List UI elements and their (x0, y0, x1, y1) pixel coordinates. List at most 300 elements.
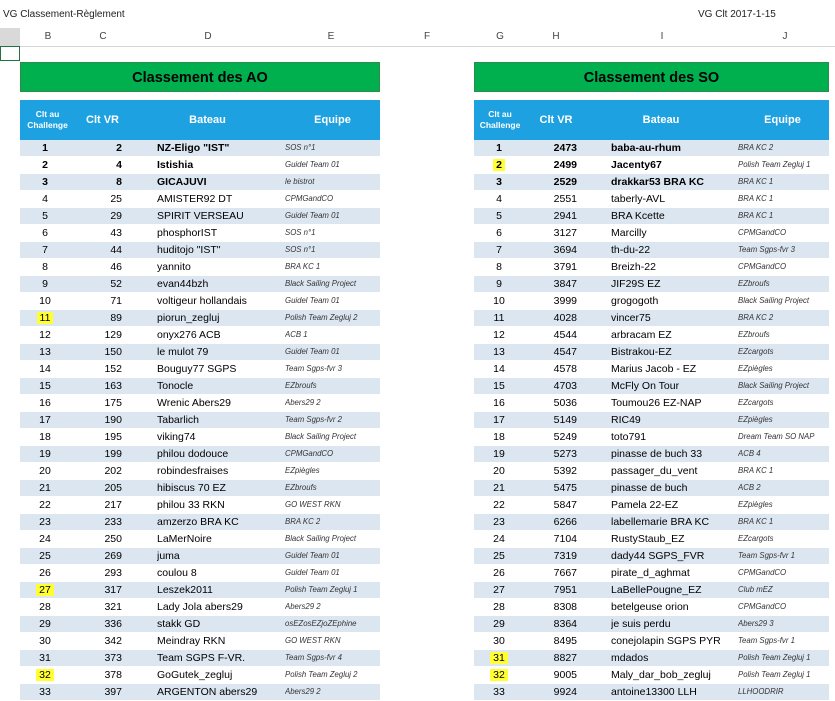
table-row[interactable] (20, 582, 380, 599)
table-row[interactable] (474, 395, 829, 412)
rank-cell[interactable] (474, 378, 524, 394)
rank-cell[interactable] (20, 293, 70, 309)
team-cell[interactable]: Polish Team Zegluj 1 (285, 585, 358, 594)
rank-cell[interactable] (20, 361, 70, 377)
team-cell[interactable]: SOS n°1 (285, 245, 316, 254)
table-row[interactable] (474, 497, 829, 514)
team-cell[interactable]: Polish Team Zegluj 2 (285, 313, 358, 322)
boat-cell[interactable]: yannito (157, 261, 191, 273)
boat-cell[interactable]: grogogoth (611, 295, 659, 307)
table-row[interactable] (20, 327, 380, 344)
column-header-g[interactable]: G (496, 31, 504, 42)
vr-cell[interactable]: 269 (104, 550, 122, 562)
table-row[interactable] (20, 395, 380, 412)
team-cell[interactable]: Guidel Team 01 (285, 211, 340, 220)
boat-cell[interactable]: labellemarie BRA KC (611, 516, 710, 528)
team-cell[interactable]: CPMGandCO (738, 228, 787, 237)
team-cell[interactable]: EZpiègles (738, 500, 773, 509)
column-header-h[interactable]: H (552, 31, 560, 42)
boat-cell[interactable]: th-du-22 (611, 244, 651, 256)
column-header-b[interactable]: B (44, 31, 52, 42)
team-cell[interactable]: CPMGandCO (285, 194, 334, 203)
vr-cell[interactable]: 152 (104, 363, 122, 375)
team-cell[interactable]: Club mEZ (738, 585, 773, 594)
boat-cell[interactable]: evan44bzh (157, 278, 209, 290)
table-row[interactable] (474, 191, 829, 208)
rank-cell[interactable] (20, 259, 70, 275)
vr-cell[interactable]: 129 (104, 329, 122, 341)
team-cell[interactable]: Guidel Team 01 (285, 347, 340, 356)
table-row[interactable] (474, 463, 829, 480)
column-header-e[interactable]: E (327, 31, 335, 42)
team-cell[interactable]: BRA KC 2 (738, 143, 774, 152)
boat-cell[interactable]: vincer75 (611, 312, 651, 324)
boat-cell[interactable]: LaBellePougne_EZ (611, 584, 702, 596)
vr-cell[interactable]: 8827 (553, 652, 577, 664)
rank-cell[interactable] (20, 242, 70, 258)
table-row[interactable] (474, 429, 829, 446)
table-row[interactable] (20, 429, 380, 446)
table-row[interactable] (474, 633, 829, 650)
team-cell[interactable]: GO WEST RKN (285, 636, 341, 645)
table-row[interactable] (20, 344, 380, 361)
table-row[interactable] (20, 650, 380, 667)
boat-cell[interactable]: amzerzo BRA KC (157, 516, 239, 528)
rank-cell[interactable] (474, 548, 524, 564)
team-cell[interactable]: EZbroufs (738, 279, 770, 288)
rank-cell[interactable] (474, 565, 524, 581)
team-cell[interactable]: Polish Team Zegluj 1 (738, 160, 811, 169)
rank-cell[interactable] (20, 395, 70, 411)
boat-cell[interactable]: AMISTER92 DT (157, 193, 233, 205)
boat-cell[interactable]: Jacenty67 (611, 159, 662, 171)
rank-cell[interactable] (20, 327, 70, 343)
rank-cell[interactable] (474, 191, 524, 207)
vr-cell[interactable]: 5273 (553, 448, 577, 460)
table-row[interactable] (474, 344, 829, 361)
table-row[interactable] (474, 293, 829, 310)
vr-cell[interactable]: 195 (104, 431, 122, 443)
table-row[interactable] (20, 310, 380, 327)
vr-cell[interactable]: 3791 (553, 261, 577, 273)
vr-cell[interactable]: 199 (104, 448, 122, 460)
rank-cell[interactable] (20, 191, 70, 207)
table-row[interactable] (20, 276, 380, 293)
vr-cell[interactable]: 43 (110, 227, 122, 239)
vr-cell[interactable]: 7667 (553, 567, 577, 579)
rank-cell[interactable] (474, 395, 524, 411)
team-cell[interactable]: BRA KC 2 (285, 517, 321, 526)
vr-cell[interactable]: 342 (104, 635, 122, 647)
rank-cell[interactable] (20, 497, 70, 513)
table-row[interactable] (474, 599, 829, 616)
team-cell[interactable]: CPMGandCO (738, 568, 787, 577)
team-cell[interactable]: Team Sgps-fvr 1 (738, 636, 795, 645)
vr-cell[interactable]: 336 (104, 618, 122, 630)
rank-cell[interactable] (474, 174, 524, 190)
table-row[interactable] (20, 378, 380, 395)
team-cell[interactable]: EZbroufs (285, 483, 317, 492)
table-row[interactable] (474, 667, 829, 684)
vr-cell[interactable]: 2941 (553, 210, 577, 222)
team-cell[interactable]: osEZosEZjoZEphine (285, 619, 357, 628)
team-cell[interactable]: Polish Team Zegluj 1 (738, 653, 811, 662)
team-cell[interactable]: le bistrot (285, 177, 315, 186)
rank-cell[interactable] (474, 667, 524, 683)
team-cell[interactable]: Black Sailing Project (285, 432, 357, 441)
boat-cell[interactable]: Marcilly (611, 227, 647, 239)
rank-cell[interactable] (474, 361, 524, 377)
rank-cell[interactable] (20, 480, 70, 496)
table-row[interactable] (474, 378, 829, 395)
boat-cell[interactable]: viking74 (157, 431, 196, 443)
column-header-i[interactable]: I (660, 31, 664, 42)
team-cell[interactable]: SOS n°1 (285, 228, 316, 237)
team-cell[interactable]: BRA KC 1 (738, 466, 774, 475)
active-cell[interactable] (0, 46, 20, 61)
rank-cell[interactable] (474, 650, 524, 666)
vr-cell[interactable]: 5392 (553, 465, 577, 477)
rank-cell[interactable] (474, 531, 524, 547)
vr-cell[interactable]: 4547 (553, 346, 577, 358)
boat-cell[interactable]: juma (157, 550, 180, 562)
boat-cell[interactable]: philou 33 RKN (157, 499, 225, 511)
table-row[interactable] (20, 616, 380, 633)
vr-cell[interactable]: 217 (104, 499, 122, 511)
vr-cell[interactable]: 2551 (553, 193, 577, 205)
boat-cell[interactable]: baba-au-rhum (611, 142, 682, 154)
rank-cell[interactable] (20, 582, 70, 598)
table-row[interactable] (20, 174, 380, 191)
rank-cell[interactable] (474, 463, 524, 479)
vr-cell[interactable]: 6266 (553, 516, 577, 528)
boat-cell[interactable]: robindesfraises (157, 465, 229, 477)
boat-cell[interactable]: onyx276 ACB (157, 329, 221, 341)
boat-cell[interactable]: coulou 8 (157, 567, 197, 579)
rank-cell[interactable] (20, 378, 70, 394)
boat-cell[interactable]: BRA Kcette (611, 210, 665, 222)
column-header-j[interactable]: J (782, 31, 788, 42)
boat-cell[interactable]: ARGENTON abers29 (157, 686, 258, 698)
rank-cell[interactable] (20, 667, 70, 683)
table-row[interactable] (474, 276, 829, 293)
boat-cell[interactable]: hibiscus 70 EZ (157, 482, 226, 494)
table-row[interactable] (474, 157, 829, 174)
vr-cell[interactable]: 3694 (553, 244, 577, 256)
vr-cell[interactable]: 3847 (553, 278, 577, 290)
rank-cell[interactable] (20, 565, 70, 581)
table-row[interactable] (20, 633, 380, 650)
vr-cell[interactable]: 2 (116, 142, 122, 154)
rank-cell[interactable] (474, 310, 524, 326)
table-row[interactable] (474, 310, 829, 327)
boat-cell[interactable]: antoine13300 LLH (611, 686, 697, 698)
vr-cell[interactable]: 8364 (553, 618, 577, 630)
vr-cell[interactable]: 4703 (553, 380, 577, 392)
boat-cell[interactable]: LaMerNoire (157, 533, 212, 545)
team-cell[interactable]: Abers29 2 (285, 602, 321, 611)
table-row[interactable] (20, 361, 380, 378)
boat-cell[interactable]: Meindray RKN (157, 635, 226, 647)
rank-cell[interactable] (20, 548, 70, 564)
team-cell[interactable]: ACB 4 (738, 449, 761, 458)
team-cell[interactable]: ACB 1 (285, 330, 308, 339)
table-row[interactable] (474, 650, 829, 667)
table-row[interactable] (474, 616, 829, 633)
team-cell[interactable]: BRA KC 1 (738, 177, 774, 186)
vr-cell[interactable]: 5847 (553, 499, 577, 511)
boat-cell[interactable]: piorun_zegluj (157, 312, 220, 324)
team-cell[interactable]: BRA KC 2 (738, 313, 774, 322)
team-cell[interactable]: CPMGandCO (738, 602, 787, 611)
table-row[interactable] (20, 463, 380, 480)
vr-cell[interactable]: 250 (104, 533, 122, 545)
table-row[interactable] (474, 514, 829, 531)
team-cell[interactable]: EZbroufs (738, 330, 770, 339)
rank-cell[interactable] (474, 242, 524, 258)
vr-cell[interactable]: 9005 (553, 669, 577, 681)
rank-cell[interactable] (20, 633, 70, 649)
rank-cell[interactable] (20, 463, 70, 479)
vr-cell[interactable]: 7104 (553, 533, 577, 545)
team-cell[interactable]: GO WEST RKN (285, 500, 341, 509)
boat-cell[interactable]: drakkar53 BRA KC (611, 176, 704, 188)
vr-cell[interactable]: 29 (110, 210, 122, 222)
team-cell[interactable]: Team Sgps-fvr 1 (738, 551, 795, 560)
boat-cell[interactable]: pinasse de buch (611, 482, 688, 494)
rank-cell[interactable] (474, 616, 524, 632)
vr-cell[interactable]: 293 (104, 567, 122, 579)
vr-cell[interactable]: 321 (104, 601, 122, 613)
vr-cell[interactable]: 150 (104, 346, 122, 358)
team-cell[interactable]: Abers29 3 (738, 619, 774, 628)
table-row[interactable] (20, 412, 380, 429)
boat-cell[interactable]: Bistrakou-EZ (611, 346, 672, 358)
rank-cell[interactable] (20, 599, 70, 615)
boat-cell[interactable]: pirate_d_aghmat (611, 567, 690, 579)
team-cell[interactable]: CPMGandCO (738, 262, 787, 271)
table-row[interactable] (474, 412, 829, 429)
boat-cell[interactable]: phosphorIST (157, 227, 218, 239)
table-row[interactable] (20, 293, 380, 310)
rank-cell[interactable] (474, 412, 524, 428)
vr-cell[interactable]: 5475 (553, 482, 577, 494)
table-row[interactable] (474, 242, 829, 259)
team-cell[interactable]: ACB 2 (738, 483, 761, 492)
boat-cell[interactable]: Lady Jola abers29 (157, 601, 243, 613)
boat-cell[interactable]: Toumou26 EZ-NAP (611, 397, 702, 409)
table-row[interactable] (474, 225, 829, 242)
rank-cell[interactable] (474, 497, 524, 513)
team-cell[interactable]: BRA KC 1 (738, 211, 774, 220)
table-row[interactable] (474, 327, 829, 344)
rank-cell[interactable] (20, 276, 70, 292)
table-row[interactable] (20, 514, 380, 531)
rank-cell[interactable] (474, 684, 524, 700)
vr-cell[interactable]: 4544 (553, 329, 577, 341)
table-row[interactable] (20, 191, 380, 208)
team-cell[interactable]: Black Sailing Project (738, 381, 810, 390)
vr-cell[interactable]: 202 (104, 465, 122, 477)
boat-cell[interactable]: Pamela 22-EZ (611, 499, 679, 511)
team-cell[interactable]: EZbroufs (285, 381, 317, 390)
table-row[interactable] (474, 259, 829, 276)
rank-cell[interactable] (20, 412, 70, 428)
vr-cell[interactable]: 378 (104, 669, 122, 681)
table-row[interactable] (20, 157, 380, 174)
table-row[interactable] (474, 548, 829, 565)
team-cell[interactable]: BRA KC 1 (738, 194, 774, 203)
boat-cell[interactable]: RustyStaub_EZ (611, 533, 685, 545)
team-cell[interactable]: EZpiègles (738, 364, 773, 373)
boat-cell[interactable]: Maly_dar_bob_zegluj (611, 669, 711, 681)
team-cell[interactable]: Guidel Team 01 (285, 568, 340, 577)
table-row[interactable] (474, 480, 829, 497)
rank-cell[interactable] (20, 140, 70, 156)
vr-cell[interactable]: 5249 (553, 431, 577, 443)
table-row[interactable] (474, 446, 829, 463)
rank-cell[interactable] (474, 480, 524, 496)
vr-cell[interactable]: 8308 (553, 601, 577, 613)
rank-cell[interactable] (20, 429, 70, 445)
table-row[interactable] (20, 531, 380, 548)
vr-cell[interactable]: 2499 (553, 159, 577, 171)
boat-cell[interactable]: Tabarlich (157, 414, 200, 426)
rank-cell[interactable] (474, 446, 524, 462)
boat-cell[interactable]: Tonocle (157, 380, 194, 392)
team-cell[interactable]: EZpiègles (285, 466, 320, 475)
team-cell[interactable]: BRA KC 1 (285, 262, 321, 271)
boat-cell[interactable]: Breizh-22 (611, 261, 656, 273)
boat-cell[interactable]: GICAJUVI (157, 176, 207, 188)
vr-cell[interactable]: 2529 (553, 176, 577, 188)
boat-cell[interactable]: philou dodouce (157, 448, 229, 460)
boat-cell[interactable]: dady44 SGPS_FVR (611, 550, 705, 562)
team-cell[interactable]: Guidel Team 01 (285, 160, 340, 169)
rank-cell[interactable] (474, 157, 524, 173)
boat-cell[interactable]: NZ-Eligo "IST" (157, 142, 230, 154)
table-row[interactable] (20, 140, 380, 157)
team-cell[interactable]: SOS n°1 (285, 143, 316, 152)
boat-cell[interactable]: pinasse de buch 33 (611, 448, 703, 460)
boat-cell[interactable]: JIF29S EZ (611, 278, 661, 290)
boat-cell[interactable]: stakk GD (157, 618, 201, 630)
team-cell[interactable]: EZpiègles (738, 415, 773, 424)
vr-cell[interactable]: 205 (104, 482, 122, 494)
vr-cell[interactable]: 5036 (553, 397, 577, 409)
rank-cell[interactable] (20, 446, 70, 462)
select-all-corner[interactable] (0, 28, 20, 46)
vr-cell[interactable]: 46 (110, 261, 122, 273)
rank-cell[interactable] (474, 429, 524, 445)
team-cell[interactable]: Abers29 2 (285, 398, 321, 407)
rank-cell[interactable] (20, 531, 70, 547)
rank-cell[interactable] (20, 225, 70, 241)
table-row[interactable] (20, 684, 380, 701)
rank-cell[interactable] (20, 684, 70, 700)
boat-cell[interactable]: Istishia (157, 159, 194, 171)
team-cell[interactable]: Polish Team Zegluj 2 (285, 670, 358, 679)
rank-cell[interactable] (20, 344, 70, 360)
team-cell[interactable]: Abers29 2 (285, 687, 321, 696)
vr-cell[interactable]: 3127 (553, 227, 577, 239)
vr-cell[interactable]: 7319 (553, 550, 577, 562)
rank-cell[interactable] (474, 599, 524, 615)
boat-cell[interactable]: McFly On Tour (611, 380, 680, 392)
table-row[interactable] (20, 242, 380, 259)
rank-cell[interactable] (474, 140, 524, 156)
table-row[interactable] (20, 548, 380, 565)
vr-cell[interactable]: 233 (104, 516, 122, 528)
vr-cell[interactable]: 44 (110, 244, 122, 256)
team-cell[interactable]: Guidel Team 01 (285, 296, 340, 305)
boat-cell[interactable]: SPIRIT VERSEAU (157, 210, 244, 222)
vr-cell[interactable]: 397 (104, 686, 122, 698)
vr-cell[interactable]: 4 (116, 159, 122, 171)
vr-cell[interactable]: 89 (110, 312, 122, 324)
boat-cell[interactable]: passager_du_vent (611, 465, 698, 477)
rank-cell[interactable] (20, 616, 70, 632)
vr-cell[interactable]: 8495 (553, 635, 577, 647)
team-cell[interactable]: Dream Team SO NAP (738, 432, 815, 441)
vr-cell[interactable]: 317 (104, 584, 122, 596)
rank-cell[interactable] (20, 514, 70, 530)
vr-cell[interactable]: 52 (110, 278, 122, 290)
table-row[interactable] (474, 582, 829, 599)
boat-cell[interactable]: Wrenic Abers29 (157, 397, 231, 409)
rank-cell[interactable] (474, 259, 524, 275)
vr-cell[interactable]: 7951 (553, 584, 577, 596)
table-row[interactable] (20, 446, 380, 463)
table-row[interactable] (20, 667, 380, 684)
vr-cell[interactable]: 163 (104, 380, 122, 392)
rank-cell[interactable] (474, 276, 524, 292)
column-header-c[interactable]: C (99, 31, 107, 42)
team-cell[interactable]: CPMGandCO (285, 449, 334, 458)
boat-cell[interactable]: huditojo "IST" (157, 244, 221, 256)
rank-cell[interactable] (474, 293, 524, 309)
rank-cell[interactable] (20, 157, 70, 173)
boat-cell[interactable]: je suis perdu (611, 618, 671, 630)
team-cell[interactable]: Team Sgps-fvr 2 (285, 415, 342, 424)
vr-cell[interactable]: 5149 (553, 414, 577, 426)
team-cell[interactable]: Black Sailing Project (738, 296, 810, 305)
rank-cell[interactable] (474, 327, 524, 343)
column-header-f[interactable]: F (423, 31, 431, 42)
table-row[interactable] (20, 259, 380, 276)
vr-cell[interactable]: 8 (116, 176, 122, 188)
team-cell[interactable]: Black Sailing Project (285, 279, 357, 288)
table-row[interactable] (474, 174, 829, 191)
rank-cell[interactable] (474, 225, 524, 241)
vr-cell[interactable]: 25 (110, 193, 122, 205)
rank-cell[interactable] (474, 344, 524, 360)
team-cell[interactable]: EZcargots (738, 347, 774, 356)
vr-cell[interactable]: 4578 (553, 363, 577, 375)
table-row[interactable] (474, 565, 829, 582)
boat-cell[interactable]: mdados (611, 652, 649, 664)
boat-cell[interactable]: Bouguy77 SGPS (157, 363, 237, 375)
table-row[interactable] (20, 480, 380, 497)
column-header-d[interactable]: D (204, 31, 212, 42)
team-cell[interactable]: Team Sgps-fvr 3 (738, 245, 795, 254)
boat-cell[interactable]: GoGutek_zegluj (157, 669, 233, 681)
vr-cell[interactable]: 2473 (553, 142, 577, 154)
boat-cell[interactable]: Leszek2011 (157, 584, 213, 596)
vr-cell[interactable]: 9924 (553, 686, 577, 698)
rank-cell[interactable] (474, 208, 524, 224)
table-row[interactable] (474, 208, 829, 225)
